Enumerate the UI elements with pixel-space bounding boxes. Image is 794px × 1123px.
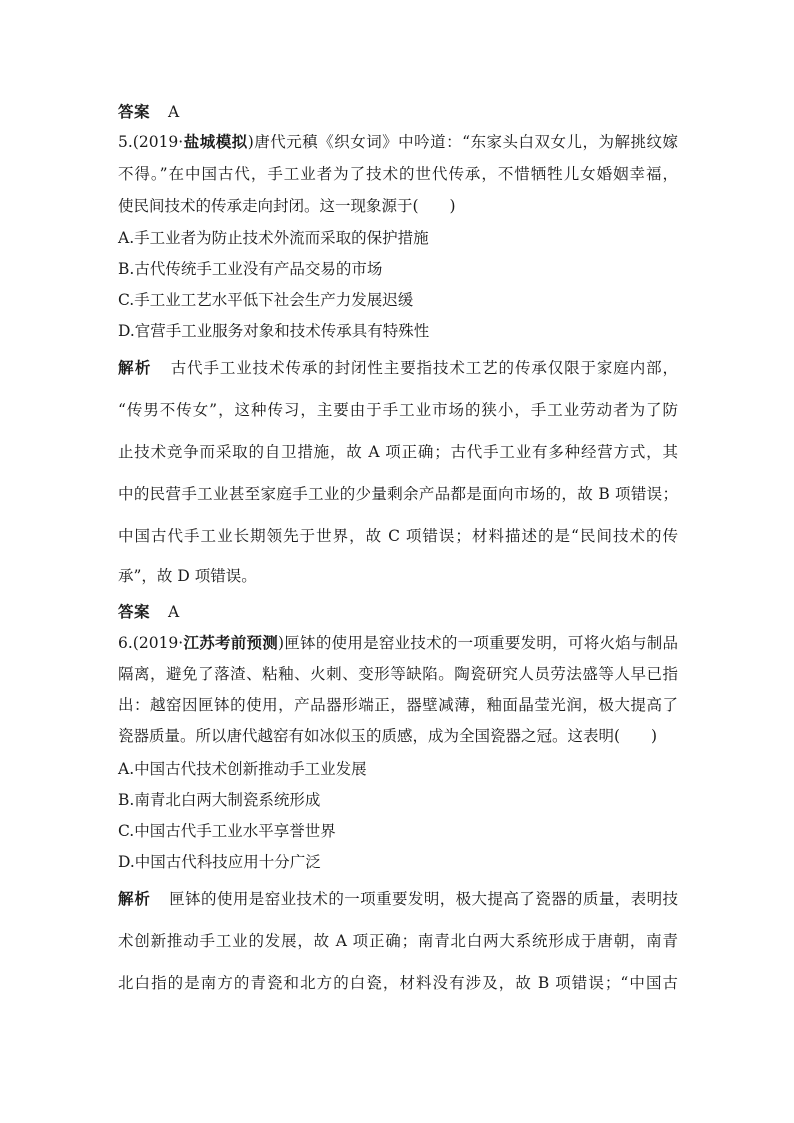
q6-option-d: D.中国古代科技应用十分广泛 (118, 853, 321, 871)
q6-stem-line-3: 出：越窑因匣钵的使用，产品器形端正，器壁减薄，釉面晶莹光润，极大提高了 (118, 696, 678, 714)
analysis-label: 解析 (118, 889, 151, 908)
answer-value: A (168, 603, 180, 621)
answer-value: A (168, 103, 180, 121)
q5-option-a: A.手工业者为防止技术外流而采取的保护措施 (118, 229, 429, 247)
answer-label: 答案 (118, 102, 151, 121)
q5-stem-line-1: 5.(2019·盐城模拟)唐代元稹《织女词》中吟道：“东家头白双女儿，为解挑纹嫁 (118, 132, 678, 151)
q5-stem-line-2: 不得。”在中国古代，手工业者为了技术的世代传承，不惜牺牲儿女婚姻幸福， (118, 165, 678, 183)
q6-analysis-line-2: 术创新推动手工业的发展，故 A 项正确；南青北白两大系统形成于唐朝，南青 (118, 932, 678, 950)
q5-stem-line-3: 使民间技术的传承走向封闭。这一现象源于( ) (118, 197, 456, 215)
q6-stem-line-2: 隔离，避免了落渣、粘釉、火刺、变形等缺陷。陶瓷研究人员劳法盛等人早已指 (118, 665, 678, 683)
q6-analysis-line-3: 北白指的是南方的青瓷和北方的白瓷，材料没有涉及，故 B 项错误；“中国古 (118, 974, 678, 992)
q5-analysis-line-5: 中国古代手工业长期领先于世界，故 C 项错误；材料描述的是“民间技术的传 (118, 527, 678, 545)
q5-option-d: D.官营手工业服务对象和技术传承具有特殊性 (118, 322, 430, 340)
q5-option-b: B.古代传统手工业没有产品交易的市场 (118, 260, 383, 278)
q6-analysis-line-1: 解析 匣钵的使用是窑业技术的一项重要发明，极大提高了瓷器的质量，表明技 (118, 889, 678, 908)
q5-option-c: C.手工业工艺水平低下社会生产力发展迟缓 (118, 291, 414, 309)
q6-stem-line-4: 瓷器质量。所以唐代越窑有如冰似玉的质感，成为全国瓷器之冠。这表明( ) (118, 727, 658, 745)
q6-stem-line-1: 6.(2019·江苏考前预测)匣钵的使用是窑业技术的一项重要发明，可将火焰与制品 (118, 633, 678, 652)
answer-label: 答案 (118, 602, 151, 621)
analysis-label: 解析 (118, 358, 152, 377)
q6-option-b: B.南青北白两大制瓷系统形成 (118, 791, 321, 809)
answer-prev-line (118, 102, 678, 122)
q5-source: 盐城模拟 (183, 132, 248, 151)
q6-source: 江苏考前预测 (183, 633, 279, 652)
q6-option-a: A.中国古代技术创新推动手工业发展 (118, 760, 367, 778)
q5-answer-line (118, 602, 678, 622)
q5-analysis-line-1: 解析 古代手工业技术传承的封闭性主要指技术工艺的传承仅限于家庭内部， (118, 358, 678, 377)
q6-option-c: C.中国古代手工业水平享誉世界 (118, 822, 336, 840)
q5-analysis-line-3: 止技术竞争而采取的自卫措施，故 A 项正确；古代手工业有多种经营方式，其 (118, 443, 678, 461)
q5-analysis-line-6: 承”，故 D 项错误。 (118, 567, 257, 585)
q5-analysis-line-2: “传男不传女”，这种传习，主要由于手工业市场的狭小，手工业劳动者为了防 (118, 401, 678, 419)
q5-analysis-line-4: 中的民营手工业甚至家庭手工业的少量剩余产品都是面向市场的，故 B 项错误； (118, 485, 678, 503)
